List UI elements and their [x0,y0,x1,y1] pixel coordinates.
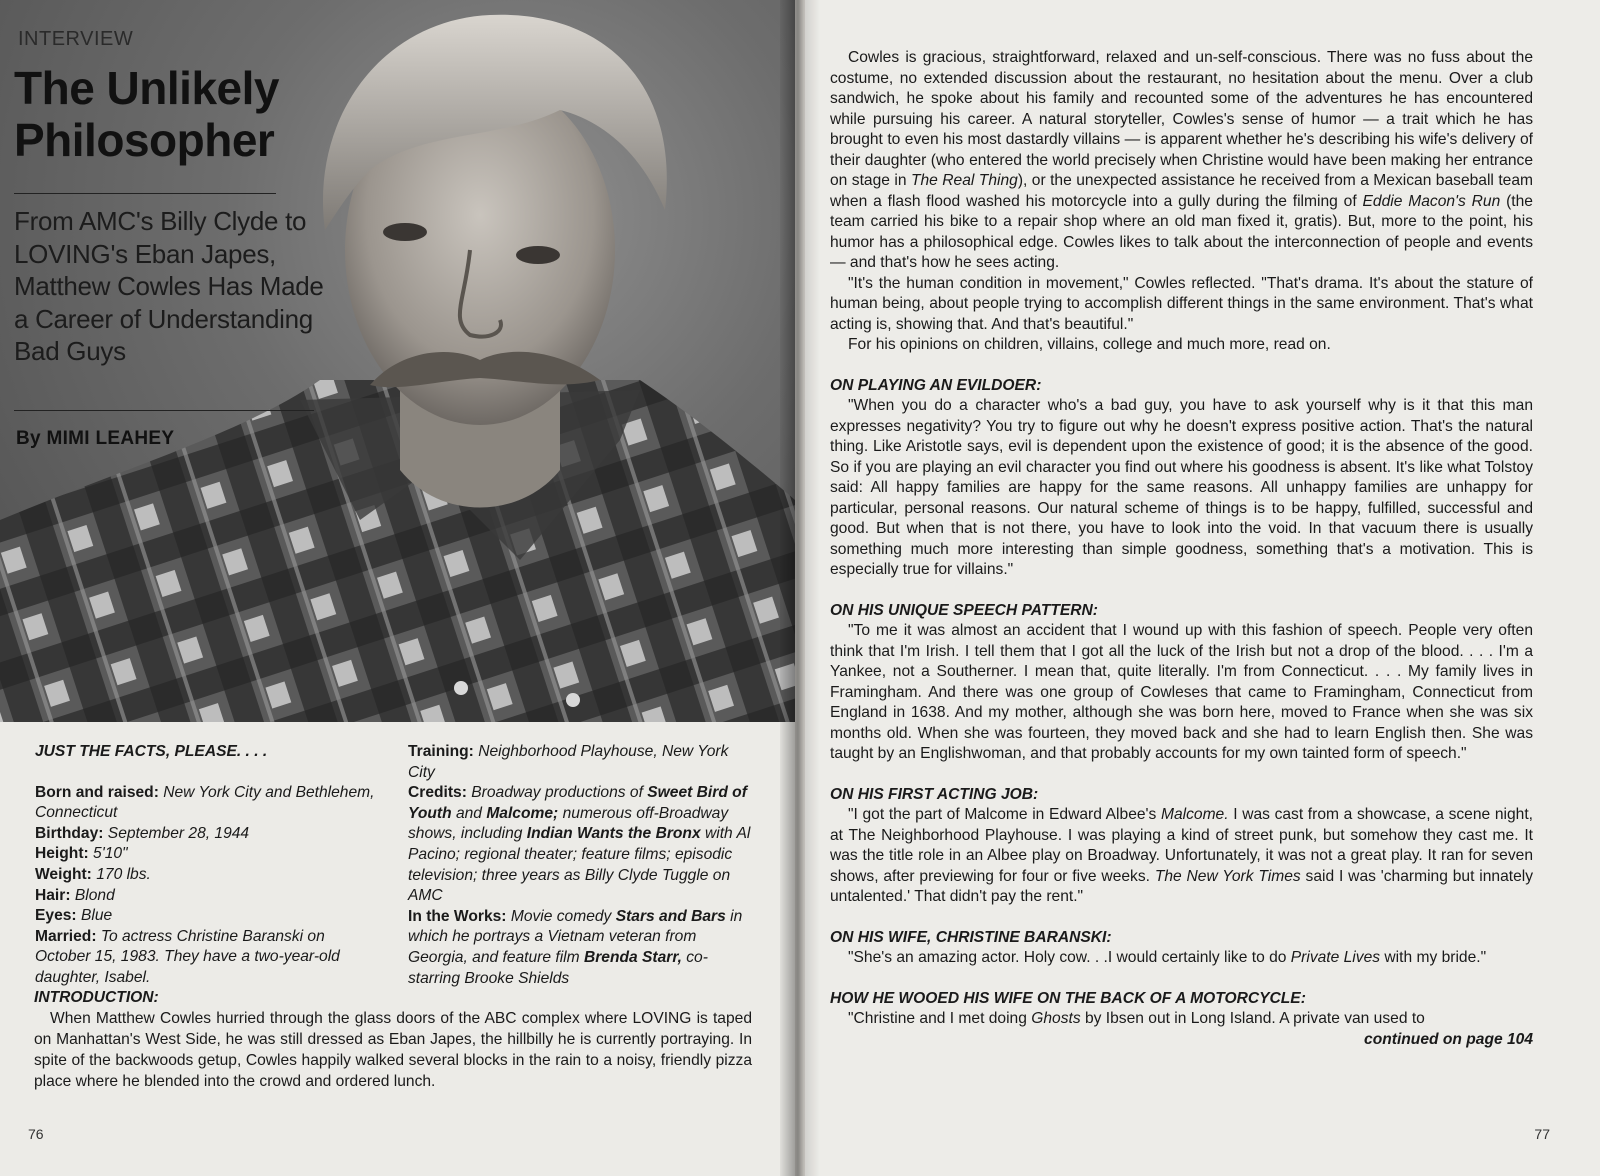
text-run: (the team carried his bike to a repair shop where an old man fixed it, gratis). But, more to the point, his humor has a philosophical edge. Cowles likes to talk about the interconnection of people and events — and that's how he sees acting. [830,192,1533,271]
fact-eyes [35,906,380,927]
text-run: "I got the part of Malcome in Edward Albee's [848,806,1157,823]
fact-label: Height: [35,845,89,863]
quote-paragraph: "To me it was almost an accident that I wound up with this fashion of speech. People very often think that I'm Irish. I tell them that I got all the luck of the Irish but not a drop of the blood. . . . I'm a Yankee, not a Southerner. I mean that, quite literally. I'm from Connecticut. . . . My family lives in Framingham. And there was one group of Cowleses that came to Framingham, Connecticut from England in 1638. And my mother, although she was born here, moved to France when she was six months old. When she was fourteen, they moved back and she had to learn English then. She was taught by an Englishwoman, and that probably accounts for my own tainted form of speech." [830,622,1533,762]
page-number: 77 [1534,1126,1550,1142]
fact-value: 170 lbs. [96,865,151,883]
fact-value: 5'10" [93,845,128,863]
introduction-text: When Matthew Cowles hurried through the glass doors of the ABC complex where LOVING is taped on Manhattan's West Side, he was still dressed as Eban Japes, the hillbilly he is currently portraying. In spite of the backwoods getup, Cowles happily walked several blocks in the rain to a noisy, friendly pizza place where he blended into the crowd and ordered lunch. [34,1010,752,1090]
fact-weight [35,865,380,886]
continued-notice: continued on page 104 [1364,1030,1533,1048]
fact-title-value: Malcome; [486,804,559,822]
fact-value: Blue [80,907,113,925]
quote-paragraph [830,948,1533,969]
fact-label: Married: [35,927,97,945]
introduction-heading: INTRODUCTION: [34,989,159,1006]
section-heading: ON HIS UNIQUE SPEECH PATTERN: [830,601,1099,619]
italic-title: Ghosts [1031,1010,1081,1027]
byline: By MIMI LEAHEY [16,428,175,449]
article-body [830,48,1533,1050]
text-run: with my bride." [1384,949,1487,966]
fact-label: Weight: [35,865,92,883]
section-heading: HOW HE WOOED HIS WIFE ON THE BACK OF A MOTORCYCLE: [830,989,1306,1007]
fact-value: in which he portrays a Vietnam veteran from Georgia, and feature film [408,907,743,966]
fact-birthday [35,824,380,845]
section-kicker: INTERVIEW [18,28,134,50]
quote-paragraph: "When you do a character who's a bad guy, you have to ask yourself why is it that this man expresses negativity? You try to figure out why he doesn't express positive action. That's the natural thing. Like Aristotle says, evil is dependent upon the existence of good; it is the absence of the good. So if you are playing an evil character you find out where his goodness is absent. It's like what Tolstoy said: All happy families are happy for the same reasons. All unhappy families are unhappy for particular, personal reasons. Our natural scheme of things is to be happy, fulfilled, successful and good. But when that is not there, you have to look into the void. In that vacuum there is usually something much more interesting than simple goodness, something that's a motivation. This is especially true for villains." [830,397,1533,578]
fact-born [35,783,380,824]
fact-label: Training: [408,743,474,760]
section-heading: ON HIS FIRST ACTING JOB: [830,785,1039,803]
fact-value: To actress Christine Baranski on October 15, 1983. They have a two-year-old daughter, Isabel. [35,927,340,986]
fact-credits [408,783,753,907]
body-paragraph: "It's the human condition in movement," Cowles reflected. "That's drama. It's about the stature of human being, about people trying to accomplish different things in the same environment. That's what acting is, showing that. And that's beautiful." [830,274,1533,333]
fact-value: Neighborhood Playhouse, New York City [408,743,729,781]
fact-value: Blond [74,886,115,904]
text-run: Cowles is gracious, straightforward, relaxed and un-self-conscious. There was no fuss about the costume, no extended discussion about the restaurant, no hesitation about the menu. Over a club sandwich, he spoke about his family and recounted some of the adventures he has encountered while pursuing his career. A natural storyteller, Cowles's sense of humor — a trait which he has brought to even his most dastardly villains — is apparent whether he's describing his wife's delivery of their daughter (who entered the world precisely when Christine would have been making her entrance on stage in [830,49,1533,189]
article-headline [14,62,314,166]
article-deck: From AMC's Billy Clyde to LOVING's Eban Japes, Matthew Cowles Has Made a Career of Understanding Bad Guys [14,206,324,366]
text-run: "She's an amazing actor. Holy cow. . .I would certainly like to do [848,949,1287,966]
body-paragraph [830,48,1533,274]
right-page [805,0,1600,1176]
fact-value: co-starring Brooke Shields [408,948,708,987]
fact-in-the-works [408,907,753,989]
facts-box-left [35,742,380,989]
fact-hair [35,886,380,907]
headline-line-1: The Unlikely [14,62,279,114]
fact-title-value: Sweet Bird of Youth [408,784,747,822]
facts-box-right [408,742,753,989]
italic-title: Eddie Macon's Run [1362,192,1501,210]
left-page [0,0,795,1176]
fact-label: Born and raised: [35,783,159,801]
section-heading: ON HIS WIFE, CHRISTINE BARANSKI: [830,928,1112,946]
headline-line-2: Philosopher [14,114,275,166]
body-paragraph: For his opinions on children, villains, college and much more, read on. [848,336,1331,353]
text-run: ), or the unexpected assistance he received from a Mexican baseball team when a flash flood washed his motorcycle into a gully during the filming of [830,172,1534,210]
quote-paragraph [830,805,1533,908]
italic-title: Malcome. [1160,806,1229,823]
fact-value: and [455,804,482,822]
fact-title-value: Indian Wants the Bronx [526,825,701,843]
fact-value: Movie comedy [510,907,612,925]
quote-paragraph [830,1009,1533,1030]
italic-title: Private Lives [1290,949,1381,966]
fact-label: Credits: [408,784,467,802]
fact-value: September 28, 1944 [107,824,250,842]
spine-gutter [780,0,820,1176]
section-heading: ON PLAYING AN EVILDOER: [830,376,1042,394]
page-number: 76 [28,1126,44,1142]
text-run: said I was 'charming but innately untalented.' That didn't pay the rent." [830,867,1534,905]
fact-height [35,844,380,865]
italic-title: The Real Thing [910,172,1018,189]
italic-title: The New York Times [1154,867,1301,885]
text-run: by Ibsen out in Long Island. A private van used to [1085,1010,1425,1027]
fact-title-value: Brenda Starr, [583,948,682,966]
fact-value: New York City and Bethlehem, Connecticut [35,783,375,822]
text-run: I was cast from a showcase, a scene night, at The Neighborhood Playhouse. I was playing a kind of street punk, but somehow they cast me. It was the title role in an Albee play on Broadway. Unfortunately, it was not a great play. It ran for seven shows, after previewing for four or five weeks. [830,806,1533,885]
fact-label: Hair: [35,886,71,904]
fact-value: with Al Pacino; regional theater; feature films; episodic television; three years as Billy Clyde Tuggle on AMC [408,825,751,905]
fact-married [35,927,380,989]
fact-label: In the Works: [408,907,507,925]
facts-title: JUST THE FACTS, PLEASE. . . . [35,743,268,760]
fact-training [408,742,753,783]
divider-rule [14,410,314,411]
fact-label: Eyes: [35,907,77,925]
fact-value: Broadway productions of [471,784,643,802]
fact-label: Birthday: [35,824,104,842]
text-run: "Christine and I met doing [848,1010,1027,1027]
introduction-section [34,987,752,1092]
fact-title-value: Stars and Bars [615,907,726,925]
fact-value: numerous off-Broadway shows, including [408,804,729,843]
divider-rule [14,193,276,194]
